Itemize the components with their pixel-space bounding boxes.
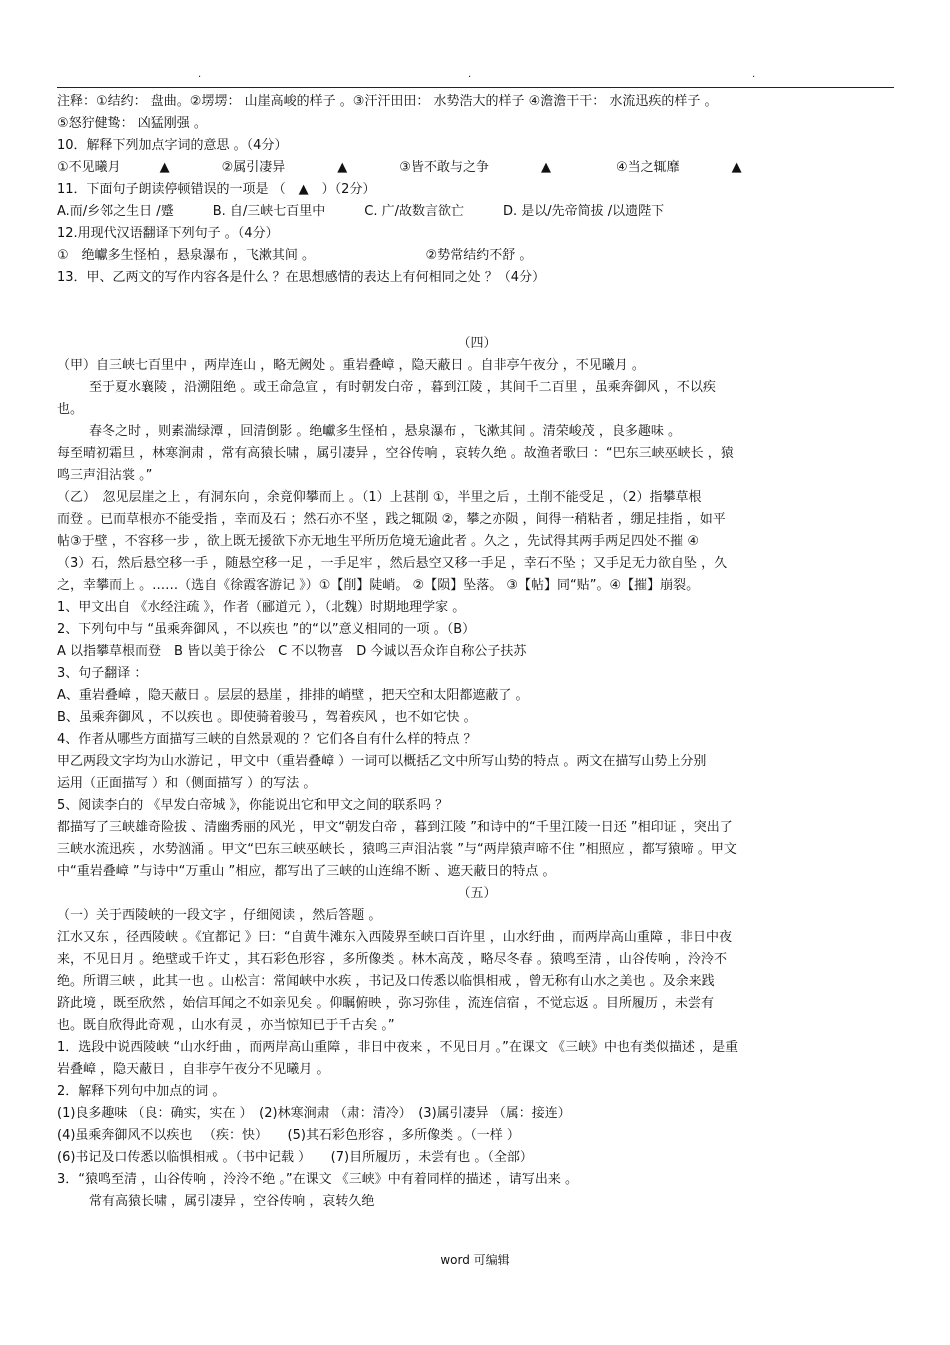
text-line: 3、句子翻译 ：: [57, 666, 148, 681]
text-line: 3．“猿鸣至清 ，山谷传响 ，泠泠不绝 。”在课文 《三峡》中有着同样的描述 ，请写出来 。: [57, 1172, 579, 1187]
text-line: 每至晴初霜旦 ，林寒涧肃 ，常有高猿长啸 ，属引凄异 ，空谷传响 ，哀转久绝 。故渔者歌曰 ：“巴东三峡巫峡长 ，猿: [57, 446, 734, 461]
spacer: [57, 289, 897, 333]
text-line: 春冬之时 ，则素湍绿潭 ，回清倒影 。绝巘多生怪柏 ，悬泉瀑布 ，飞漱其间 。清荣峻茂 ，良多趣味 。: [89, 424, 682, 439]
text-line: 绝。所谓三峡 ，此其一也 。山松言：常闻峡中水疾 ，书记及口传悉以临惧相戒 ，曾无称有山水之美也 。及余来践: [57, 974, 715, 989]
section-heading: （四）: [457, 336, 497, 351]
text-line: 运用（正面描写 ）和（侧面描写 ）的写法 。: [57, 776, 317, 791]
exercise-block-1: [57, 91, 897, 289]
text-line: （一）关于西陵峡的一段文字 ，仔细阅读 ，然后答题 。: [57, 908, 382, 923]
text-line: 鸣三声泪沾裳 。”: [57, 468, 153, 483]
text-line: 来，不见日月 。绝壁或千许丈 ，其石彩色形容 ，多所像类 。林木高茂 ，略尽冬春 。猿鸣至清 ，山谷传响 ，泠泠不: [57, 952, 728, 967]
section-4-text: [57, 355, 897, 883]
text-line: 也。: [57, 402, 84, 417]
text-line: 1．选段中说西陵峡 “山水纡曲 ，而两岸高山重障 ，非日中夜来 ，不见日月 。”在课文 《三峡》中也有类似描述 ，是重: [57, 1040, 739, 1055]
text-line: 也。既自欣得此奇观 ，山水有灵 ，亦当惊知已于千古矣 。”: [57, 1018, 395, 1033]
header-dot: .: [752, 69, 756, 80]
text-line: (1)良多趣味 （良：确实，实在 ） (2)林寒涧肃 （肃：清冷） (3)属引凄异 （属：接连）: [57, 1106, 571, 1121]
text-line: （3）石，然后悬空移一手 ，随悬空移一足 ，一手足牢 ，然后悬空又移一手足 ，幸石不坠 ；又手足无力欲自坠 ，久: [57, 556, 728, 571]
text-line: （甲）自三峡七百里中 ，两岸连山 ，略无阙处 。重岩叠嶂 ，隐天蔽日 。自非亭午夜分 ，不见曦月 。: [57, 358, 645, 373]
text-line: 跻此境 ，既至欣然 ，始信耳闻之不如亲见矣 。仰瞩俯映 ，弥习弥佳 ，流连信宿 ，不觉忘返 。目所履历 ，未尝有: [57, 996, 715, 1011]
text-line: ⑤怒狞健鸷： 凶猛刚强 。: [57, 116, 207, 131]
text-line: 1、甲文出自 《水经注疏 》，作者（郦道元 ），（北魏）时期地理学家 。: [57, 600, 466, 615]
text-line: 5、阅读李白的 《早发白帝城 》，你能说出它和甲文之间的联系吗 ？: [57, 798, 449, 813]
text-line: 10．解释下列加点字词的意思 。（4分）: [57, 138, 288, 153]
text-line: 中“重岩叠嶂 ”与诗中“万重山 ”相应，都写出了三峡的山连绵不断 、遮天蔽日的特点 。: [57, 864, 556, 879]
header-rule: [57, 87, 894, 88]
text-line: 注释：①结约： 盘曲。②塄塄： 山崖高峻的样子 。③汗汗田田： 水势浩大的样子 ④澹澹干干： 水流迅疾的样子 。: [57, 94, 718, 109]
text-line: A.而/乡邻之生日 /蹙 B. 自/三峡七百里中 C. 广/故数言欲亡 D. 是以/先帝简拔 /以遗陛下: [57, 204, 665, 219]
header-dot: .: [198, 69, 202, 80]
section-heading: （五）: [457, 886, 497, 901]
text-line: (6)书记及口传悉以临惧相戒 。（书中记载 ） (7)目所履历 ，未尝有也 。（全部）: [57, 1150, 533, 1165]
text-line: （乙） 忽见层崖之上 ，有洞东向 ，余竟仰攀而上 。（1）上甚削 ①，半里之后 ，土削不能受足 ，（2）指攀草根: [57, 490, 702, 505]
text-line: 常有高猿长啸 ，属引凄异 ，空谷传响 ，哀转久绝: [89, 1194, 375, 1209]
text-line: 12.用现代汉语翻译下列句子 。（4分）: [57, 226, 279, 241]
text-line: B、虽乘奔御风 ，不以疾也 。即使骑着骏马 ，驾着疾风 ，也不如它快 。: [57, 710, 477, 725]
header-dot: .: [468, 69, 472, 80]
text-line: 都描写了三峡雄奇险拔 、清幽秀丽的风光 ，甲文“朝发白帝 ，暮到江陵 ”和诗中的“千里江陵一日还 ”相印证 ，突出了: [57, 820, 733, 835]
section-5-text: [57, 905, 897, 1213]
text-line: 至于夏水襄陵 ，沿溯阻绝 。或王命急宣 ，有时朝发白帝 ，暮到江陵 ，其间千二百里 ，虽乘奔御风 ，不以疾: [89, 380, 716, 395]
text-line: 13．甲、乙两文的写作内容各是什么 ？在思想感情的表达上有何相同之处 ？（4分）: [57, 270, 546, 285]
text-line: ① 绝巘多生怪柏 ，悬泉瀑布 ，飞漱其间 。 ②势常结约不舒 。: [57, 248, 533, 263]
text-line: 2、下列句中与 “虽乘奔御风 ，不以疾也 ”的“以”意义相同的一项 。（B）: [57, 622, 476, 637]
text-line: A、重岩叠嶂 ，隐天蔽日 。层层的悬崖 ，排排的峭壁 ，把天空和太阳都遮蔽了 。: [57, 688, 529, 703]
document-body: [57, 91, 897, 1213]
text-line: 岩叠嶂 ，隐天蔽日 ，自非亭午夜分不见曦月 。: [57, 1062, 330, 1077]
text-line: 2．解释下列句中加点的词 。: [57, 1084, 226, 1099]
text-line: 而登 。已而草根亦不能受指 ，幸而及石 ；然石亦不坚 ，践之辄陨 ②，攀之亦陨 ，间得一稍粘者 ，绷足挂指 ，如平: [57, 512, 726, 527]
text-line: 三峡水流迅疾 ，水势汹涌 。甲文“巴东三峡巫峡长 ，猿鸣三声泪沾裳 ”与“两岸猿声啼不住 ”相照应 ，都写猿啼 。甲文: [57, 842, 737, 857]
text-line: 甲乙两段文字均为山水游记 ，甲文中（重岩叠嶂 ）一词可以概括乙文中所写山势的特点 。两文在描写山势上分别: [57, 754, 707, 769]
header-dots: [0, 70, 950, 84]
text-line: 11．下面句子朗读停顿错误的一项是 （ ▲ ）（2分）: [57, 182, 376, 197]
text-line: 之，幸攀而上 。……（选自《徐霞客游记 》）①【削】陡峭。 ②【陨】坠落。 ③【帖】同“贴”。④【摧】崩裂。: [57, 578, 700, 593]
text-line: A 以指攀草根而登 B 皆以美于徐公 C 不以物喜 D 今诚以吾众诈自称公子扶苏: [57, 644, 527, 659]
text-line: 4、作者从哪些方面描写三峡的自然景观的 ？它们各自有什么样的特点 ？: [57, 732, 477, 747]
text-line: 帖③于壁 ，不容移一步 ，欲上既无援欲下亦无地生平所历危境无逾此者 。久之 ，先试得其两手两足四处不摧 ④: [57, 534, 699, 549]
text-line: ①不见曦月 ▲ ②属引凄异 ▲ ③皆不敢与之争 ▲ ④当之辄靡 ▲: [57, 160, 742, 175]
page-footer: word 可编辑: [440, 1253, 510, 1267]
text-line: 江水又东 ，径西陵峡 。《宜都记 》曰：“自黄牛滩东入西陵界至峡口百许里 ，山水纡曲 ，而两岸高山重障 ，非日中夜: [57, 930, 733, 945]
text-line: (4)虽乘奔御风不以疾也 （疾：快） (5)其石彩色形容 ，多所像类 。（一样 ）: [57, 1128, 520, 1143]
